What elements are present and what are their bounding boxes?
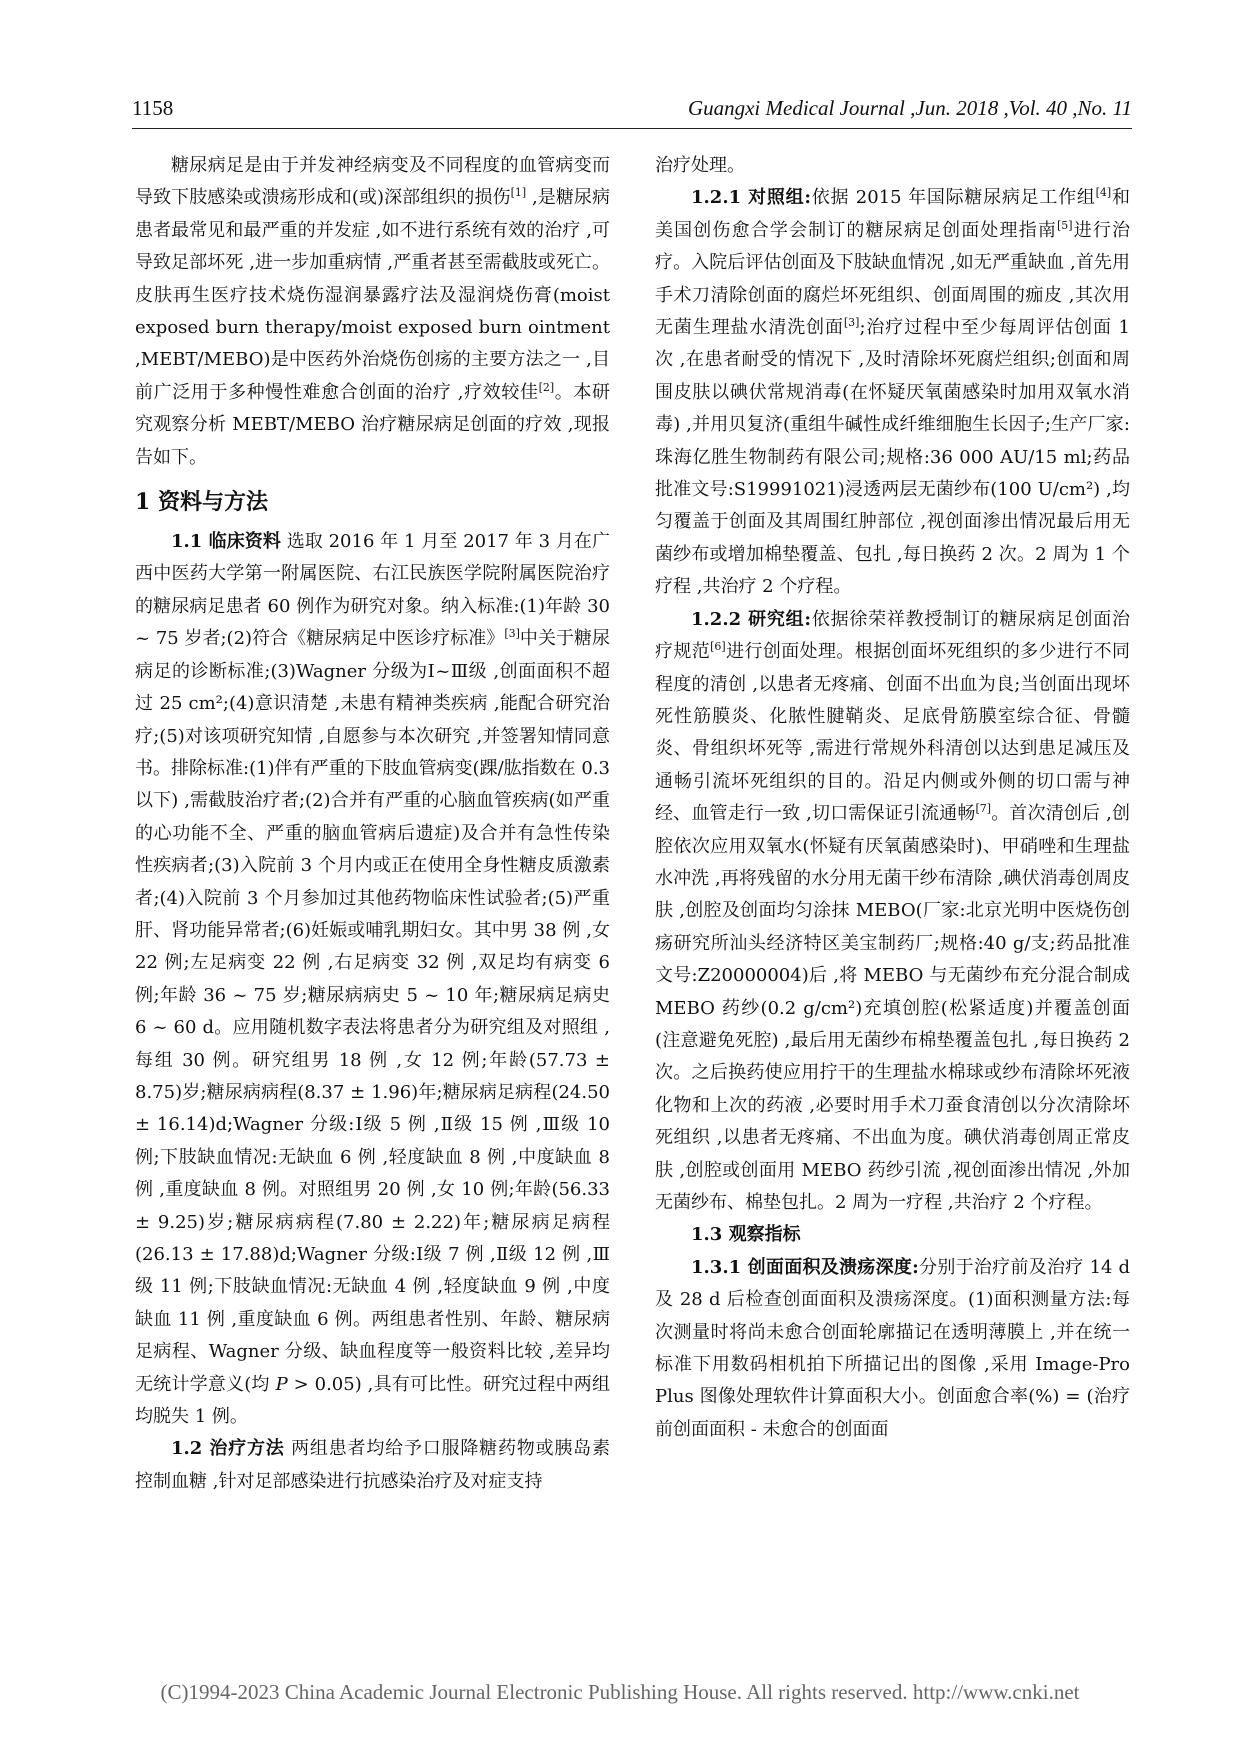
section-1-title: 1 资料与方法 [135, 489, 268, 516]
section-1-3-title: 1.3 观察指标 [691, 1224, 801, 1246]
section-1-2-1-label: 1.2.1 对照组: [691, 187, 812, 209]
ref-3: [3] [504, 627, 520, 641]
ref-4: [4] [1095, 186, 1112, 200]
section-1-2-label: 1.2 治疗方法 [171, 1438, 285, 1460]
section-1-2-2-label: 1.2.2 研究组: [691, 608, 812, 630]
ref-6: [6] [710, 640, 726, 654]
section-1-3-1-label: 1.3.1 创面面积及溃疡深度: [691, 1256, 919, 1278]
page-number: 1158 [132, 96, 174, 120]
ref-1: [1] [510, 186, 527, 200]
intro-paragraph: 糖尿病足是由于并发神经病变及不同程度的血管病变而导致下肢感染或溃疡形成和(或)深部组织的损伤[1] ,是糖尿病患者最常见和最严重的并发症 ,如不进行系统有效的治疗 ,可导致足部坏死 ,进一步加重病情 ,严重者甚至需截肢或死亡。皮肤再生医疗技术烧伤湿润暴露疗法及湿润烧伤膏(moist exposed burn therapy/moist exposed burn ointment ,MEBT/MEBO)是中医药外治烧伤创疡的主要方法之一 ,目前广泛用于多种慢性难愈合创面的治疗 ,疗效较佳[2]。本研究观察分析 MEBT/MEBO 治疗糖尿病足创面的疗效 ,现报告如下。 [135, 155, 610, 468]
section-1-1-paragraph: 1.1 临床资料 选取 2016 年 1 月至 2017 年 3 月在广西中医药大学第一附属医院、右江民族医学院附属医院治疗的糖尿病足患者 60 例作为研究对象。纳入标准:(1)年龄 30 ~ 75 岁者;(2)符合《糖尿病足中医诊疗标准》[3]中关于糖尿病足的诊断标准;(3)Wagner 分级为Ⅰ~Ⅲ级 ,创面面积不超过 25 cm²;(4)意识清楚 ,未患有精神类疾病 ,能配合研究治疗;(5)对该项研究知情 ,自愿参与本次研究 ,并签署知情同意书。排除标准:(1)伴有严重的下肢血管病变(踝/肱指数在 0.3 以下) ,需截肢治疗者;(2)合并有严重的心脑血管疾病(如严重的心功能不全、严重的脑血管病后遗症)及合并有急性传染性疾病者;(3)入院前 3 个月内或正在使用全身性糖皮质激素者;(4)入院前 3 个月参加过其他药物临床性试验者;(5)严重肝、肾功能异常者;(6)妊娠或哺乳期妇女。其中男 38 例 ,女 22 例;左足病变 22 例 ,右足病变 32 例 ,双足均有病变 6 例;年龄 36 ~ 75 岁;糖尿病病史 5 ~ 10 年;糖尿病足病史 6 ~ 60 d。应用随机数字表法将患者分为研究组及对照组 ,每组 30 例。研究组男 18 例 ,女 12 例;年龄(57.73 ± 8.75)岁;糖尿病病程(8.37 ± 1.96)年;糖尿病足病程(24.50 ± 16.14)d;Wagner 分级:Ⅰ级 5 例 ,Ⅱ级 15 例 ,Ⅲ级 10 例;下肢缺血情况:无缺血 6 例 ,轻度缺血 8 例 ,中度缺血 8 例 ,重度缺血 8 例。对照组男 20 例 ,女 10 例;年龄(56.33 ± 9.25)岁;糖尿病病程(7.80 ± 2.22)年;糖尿病足病程(26.13 ± 17.88)d;Wagner 分级:Ⅰ级 7 例 ,Ⅱ级 12 例 ,Ⅲ级 11 例;下肢缺血情况:无缺血 4 例 ,轻度缺血 9 例 ,中度缺血 11 例 ,重度缺血 6 例。两组患者性别、年龄、糖尿病足病程、Wagner 分级、缺血程度等一般资料比较 ,差异均无统计学意义(均 P > 0.05) ,具有可比性。研究过程中两组均脱失 1 例。 [135, 531, 610, 1428]
ref-3b: [3] [843, 316, 860, 330]
copyright-footer: (C)1994-2023 China Academic Journal Electronic Publishing House. All rights reserved. http://www.cnki.net [160, 1680, 1080, 1704]
continued-text: 治疗处理。 [655, 155, 745, 176]
ref-5: [5] [1056, 218, 1073, 232]
ref-2: [2] [538, 380, 555, 394]
left-column [135, 150, 610, 1498]
header-rule [132, 128, 1132, 129]
right-column [655, 150, 1130, 1446]
section-1-2-2-paragraph: 1.2.2 研究组:依据徐荣祥教授制订的糖尿病足创面治疗规范[6]进行创面处理。根据创面坏死组织的多少进行不同程度的清创 ,以患者无疼痛、创面不出血为良;当创面出现坏死性筋膜炎、化脓性腱鞘炎、足底骨筋膜室综合征、骨髓炎、骨组织坏死等 ,需进行常规外科清创以达到患足减压及通畅引流坏死组织的目的。沿足内侧或外侧的切口需与神经、血管走行一致 ,切口需保证引流通畅[7]。首次清创后 ,创腔依次应用双氧水(怀疑有厌氧菌感染时)、甲硝唑和生理盐水冲洗 ,再将残留的水分用无菌干纱布清除 ,碘伏消毒创周皮肤 ,创腔及创面均匀涂抹 MEBO(厂家:北京光明中医烧伤创疡研究所汕头经济特区美宝制药厂;规格:40 g/支;药品批准文号:Z20000004)后 ,将 MEBO 与无菌纱布充分混合制成 MEBO 药纱(0.2 g/cm²)充填创腔(松紧适度)并覆盖创面(注意避免死腔) ,最后用无菌纱布棉垫覆盖包扎 ,每日换药 2 次。之后换药使应用拧干的生理盐水棉球或纱布清除坏死液化物和上次的药液 ,必要时用手术刀蚕食清创以分次清除坏死组织 ,以患者无疼痛、不出血为度。碘伏消毒创周正常皮肤 ,创腔或创面用 MEBO 药纱引流 ,视创面渗出情况 ,外加无菌纱布、棉垫包扎。2 周为一疗程 ,共治疗 2 个疗程。 [655, 608, 1131, 1213]
journal-citation: Guangxi Medical Journal ,Jun. 2018 ,Vol. 40 ,No. 11 [687, 96, 1132, 120]
page-header [132, 96, 1132, 130]
section-1-2-paragraph: 1.2 治疗方法 两组患者均给予口服降糖药物或胰岛素控制血糖 ,针对足部感染进行抗感染治疗及对症支持 [135, 1438, 610, 1492]
section-1-2-1-paragraph: 1.2.1 对照组:依据 2015 年国际糖尿病足工作组[4]和美国创伤愈合学会制订的糖尿病足创面处理指南[5]进行治疗。入院后评估创面及下肢缺血情况 ,如无严重缺血 ,首先用手术刀清除创面的腐烂坏死组织、创面周围的痂皮 ,其次用无菌生理盐水清洗创面[3];治疗过程中至少每周评估创面 1 次 ,在患者耐受的情况下 ,及时清除坏死腐烂组织;创面和周围皮肤以碘伏常规消毒(在怀疑厌氧菌感染时加用双氧水消毒) ,并用贝复济(重组牛碱性成纤维细胞生长因子;生产厂家:珠海亿胜生物制药有限公司;规格:36 000 AU/15 ml;药品批准文号:S19991021)浸透两层无菌纱布(100 U/cm²) ,均匀覆盖于创面及其周围红肿部位 ,视创面渗出情况最后用无菌纱布或增加棉垫覆盖、包扎 ,每日换药 2 次。2 周为 1 个疗程 ,共治疗 2 个疗程。 [655, 186, 1131, 598]
ref-7: [7] [975, 802, 992, 816]
section-1-1-label: 1.1 临床资料 [171, 531, 281, 553]
section-1-3-1-paragraph: 1.3.1 创面面积及溃疡深度:分别于治疗前及治疗 14 d 及 28 d 后检查创面面积及溃疡深度。(1)面积测量方法:每次测量时将尚未愈合创面轮廓描记在透明薄膜上 ,并在统一标准下用数码相机拍下所描记出的图像 ,采用 Image-Pro Plus 图像处理软件计算面积大小。创面愈合率(%) = (治疗前创面面积 - 未愈合的创面面 [655, 1256, 1130, 1440]
